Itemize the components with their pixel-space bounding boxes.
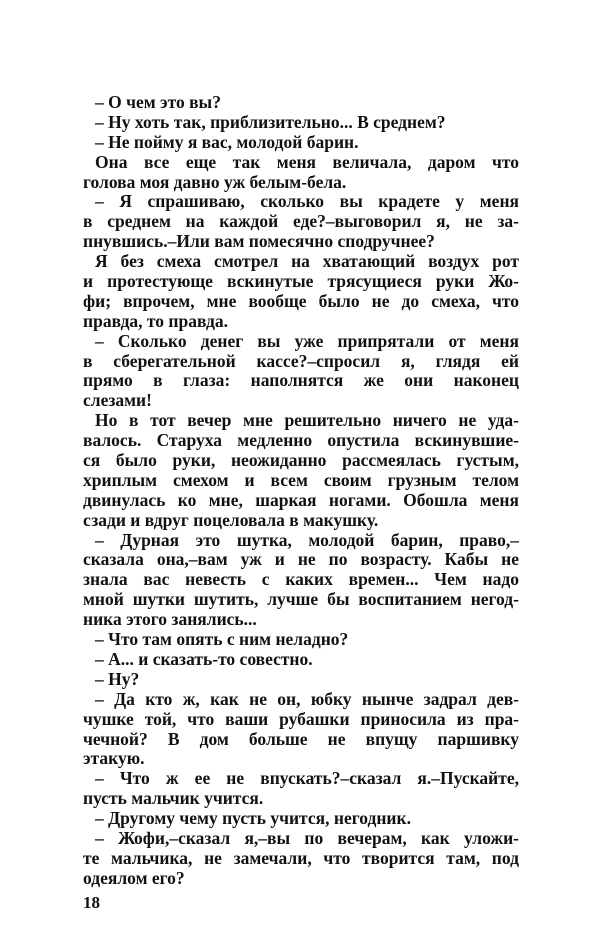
text-line: голова моя давно уж белым-бела. (83, 172, 347, 192)
text-line: – Я спрашиваю, сколько вы крадете у меня (95, 192, 519, 212)
text-line: – Что там опять с ним неладно? (95, 630, 349, 650)
text-line: слезами! (83, 391, 152, 411)
text-line: ся было руки, неожиданно рассмеялась густым, (83, 451, 519, 471)
text-line: – Жофи,–сказал я,–вы по вечерам, как уложи- (95, 828, 519, 848)
page-text (83, 93, 519, 889)
text-line: Она все еще так меня величала, даром что (95, 152, 519, 172)
text-line: сказала она,–вам уж и не по возрасту. Кабы не (83, 550, 519, 570)
text-line: те мальчика, не замечали, что творится там, под (83, 848, 519, 868)
text-line: – Не пойму я вас, молодой барин. (95, 132, 359, 152)
page-number: 18 (83, 893, 100, 912)
text-line: валось. Старуха медленно опустила вскинувшие- (83, 431, 519, 451)
text-line: в среднем на каждой еде?–выговорил я, не за- (83, 212, 519, 232)
text-line: – Ну хоть так, приблизительно... В среднем? (95, 112, 446, 132)
text-line: в сберегательной кассе?–спросил я, глядя ей (83, 351, 519, 371)
text-line: одеялом его? (83, 868, 185, 888)
text-line: сзади и вдруг поцеловала в макушку. (83, 510, 379, 530)
text-line: правда, то правда. (83, 311, 228, 331)
text-line: чечной? В дом больше не впущу паршивку (83, 729, 519, 749)
text-line: – О чем это вы? (95, 93, 221, 112)
text-line: пнувшись.–Или вам помесячно сподручнее? (83, 232, 435, 252)
text-line: – Ну? (95, 669, 140, 689)
text-line: прямо в глаза: наполнятся же они наконец (83, 371, 519, 391)
text-line: – А... и сказать-то совестно. (95, 649, 313, 669)
text-line: Но в тот вечер мне решительно ничего не уда- (95, 411, 519, 431)
text-line: знала вас невесть с каких времен... Чем надо (83, 570, 519, 590)
text-line: двинулась ко мне, шаркая ногами. Обошла меня (83, 490, 519, 510)
text-line: чушке той, что ваши рубашки приносила из пра- (83, 709, 519, 729)
text-line: и протестующе вскинутые трясущиеся руки Жо- (83, 272, 519, 292)
text-line: мной шутки шутить, лучше бы воспитанием негод- (83, 590, 519, 610)
text-line: ника этого занялись... (83, 610, 257, 630)
text-line: – Что ж ее не впускать?–сказал я.–Пускайте, (95, 769, 519, 789)
text-line: Я без смеха смотрел на хватающий воздух рот (95, 252, 519, 272)
text-line: хриплым смехом и всем своим грузным телом (83, 470, 519, 490)
text-line: – Другому чему пусть учится, негодник. (95, 809, 411, 829)
text-line: пусть мальчик учится. (83, 789, 264, 809)
text-line: – Сколько денег вы уже припрятали от меня (95, 331, 519, 351)
text-line: этакую. (83, 749, 145, 769)
text-line: фи; впрочем, мне вообще было не до смеха, что (83, 291, 519, 311)
text-line: – Дурная это шутка, молодой барин, право,– (95, 530, 519, 550)
text-line: – Да кто ж, как не он, юбку нынче задрал дев- (95, 689, 519, 709)
